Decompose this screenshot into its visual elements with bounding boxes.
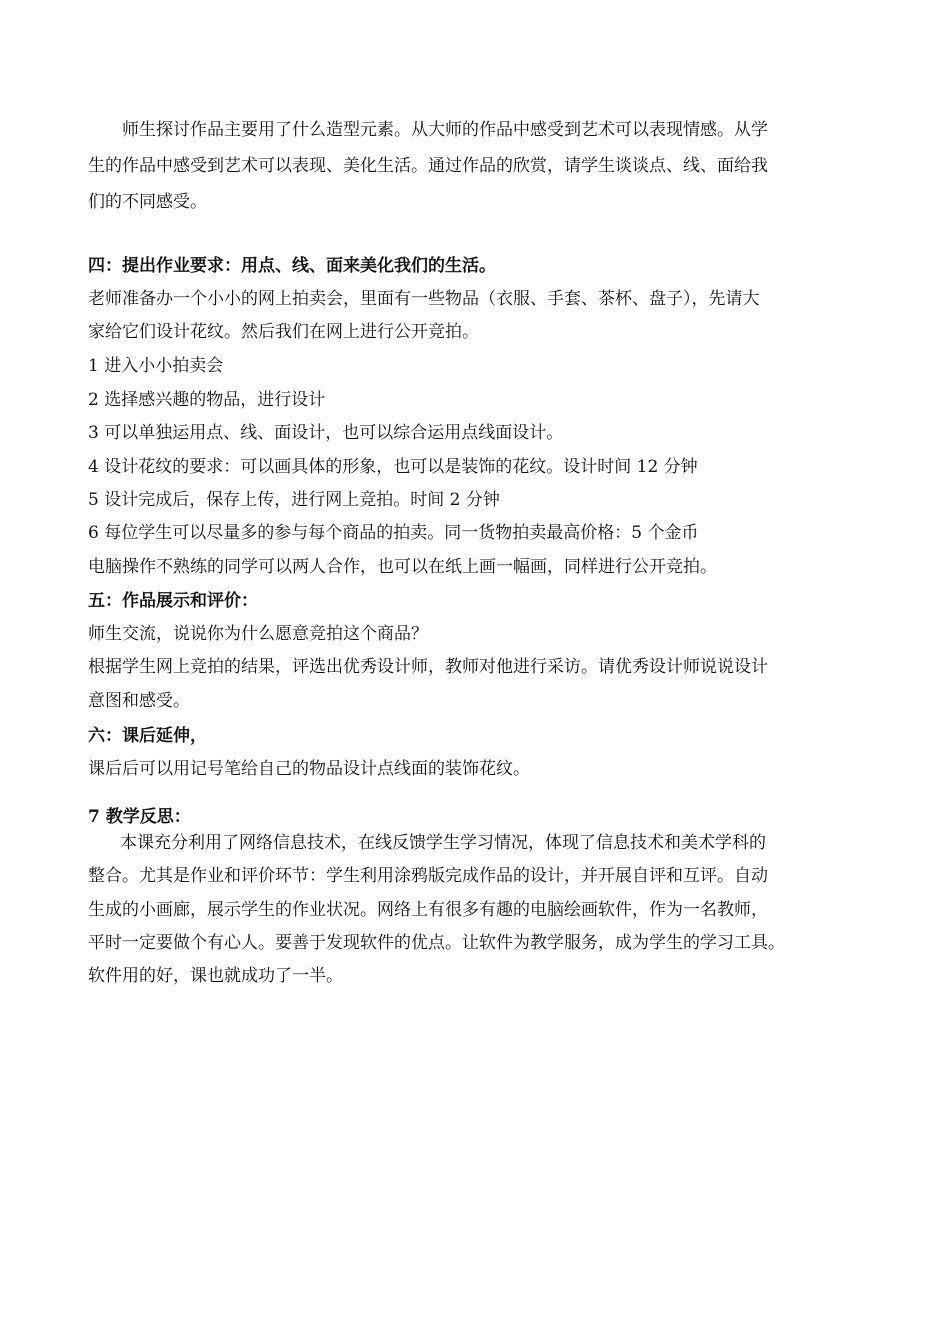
section-5-line: 根据学生网上竞拍的结果，评选出优秀设计师，教师对他进行采访。请优秀设计师说说设计 xyxy=(88,657,768,677)
section-7-line: 本课充分利用了网络信息技术，在线反馈学生学习情况，体现了信息技术和美术学科的 xyxy=(120,833,766,853)
section-4-list-item: 2 选择感兴趣的物品，进行设计 xyxy=(88,390,326,410)
section-4-list-item: 6 每位学生可以尽量多的参与每个商品的拍卖。同一货物拍卖最高价格：5 个金币 xyxy=(88,523,699,543)
section-5-line: 意图和感受。 xyxy=(88,691,190,711)
intro-paragraph-line: 师生探讨作品主要用了什么造型元素。从大师的作品中感受到艺术可以表现情感。从学 xyxy=(122,120,768,140)
section-4-list-item: 1 进入小小拍卖会 xyxy=(88,356,224,376)
intro-paragraph-line: 生的作品中感受到艺术可以表现、美化生活。通过作品的欣赏，请学生谈谈点、线、面给我 xyxy=(88,156,768,176)
section-4-list-item: 4 设计花纹的要求：可以画具体的形象，也可以是装饰的花纹。设计时间 12 分钟 xyxy=(88,457,698,477)
section-7-line: 生成的小画廊，展示学生的作业状况。网络上有很多有趣的电脑绘画软件，作为一名教师， xyxy=(88,900,768,920)
section-4-line: 家给它们设计花纹。然后我们在网上进行公开竞拍。 xyxy=(88,322,479,342)
section-7-line: 软件用的好，课也就成功了一半。 xyxy=(88,966,343,986)
section-4-line: 老师准备办一个小小的网上拍卖会，里面有一些物品（衣服、手套、茶杯、盘子），先请大 xyxy=(88,289,760,309)
section-5-heading: 五：作品展示和评价： xyxy=(88,591,258,611)
section-4-line: 电脑操作不熟练的同学可以两人合作，也可以在纸上画一幅画，同样进行公开竞拍。 xyxy=(88,557,717,577)
section-4-list-item: 3 可以单独运用点、线、面设计，也可以综合运用点线面设计。 xyxy=(88,423,564,443)
section-4-heading: 四：提出作业要求：用点、线、面来美化我们的生活。 xyxy=(88,256,496,276)
section-7-heading: 7 教学反思： xyxy=(88,807,191,827)
section-5-line: 师生交流，说说你为什么愿意竞拍这个商品？ xyxy=(88,624,428,644)
section-6-heading: 六：课后延伸， xyxy=(88,726,207,746)
section-6-line: 课后后可以用记号笔给自己的物品设计点线面的装饰花纹。 xyxy=(88,759,530,779)
section-7-line: 平时一定要做个有心人。要善于发现软件的优点。让软件为教学服务，成为学生的学习工具。 xyxy=(88,933,785,953)
intro-paragraph-line: 们的不同感受。 xyxy=(88,192,207,212)
section-7-line: 整合。尤其是作业和评价环节：学生利用涂鸦版完成作品的设计，并开展自评和互评。自动 xyxy=(88,866,768,886)
section-4-list-item: 5 设计完成后，保存上传，进行网上竞拍。时间 2 分钟 xyxy=(88,490,500,510)
